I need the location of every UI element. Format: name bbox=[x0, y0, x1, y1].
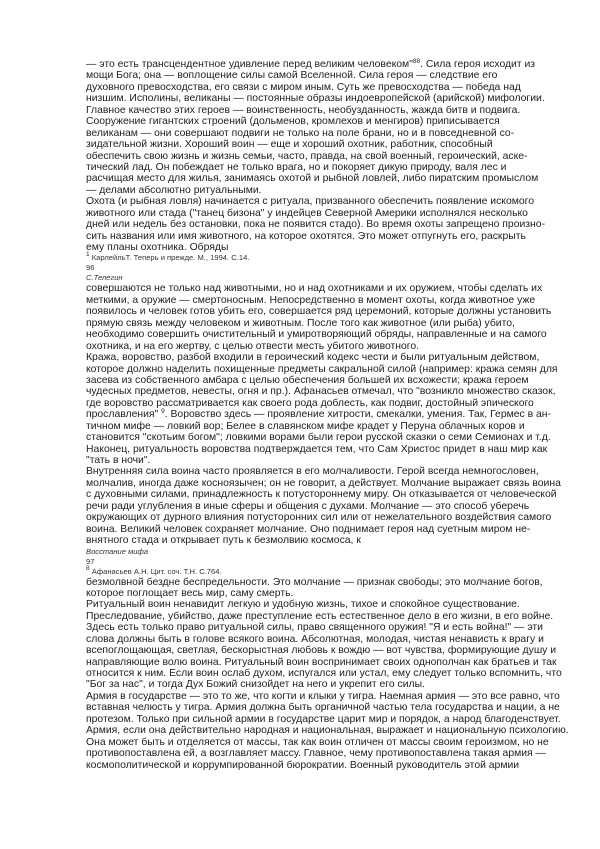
text-line: зидательной жизни. Хороший воин — еще и хороший охотник, работник, способный bbox=[86, 139, 493, 151]
footnote-marker: 9 bbox=[161, 408, 165, 416]
text-line: Ритуальный воин ненавидит легкую и удобную жизнь, тихое и спокойное существование. bbox=[86, 599, 520, 611]
text-line: необходимо совершить очистительный и умиротворяющий обряды, направленные и на самого bbox=[86, 329, 547, 341]
text-line: Главное качество этих героев — воинственность, необузданность, жажда битв и подвига. bbox=[86, 104, 521, 116]
text-line: Здесь есть только право ритуальной силы, право священного оружия! "Я и есть война!" — эти bbox=[86, 622, 543, 634]
text-line: Кража, воровство, разбой входили в героический кодекс чести и были ритуальным действом, bbox=[86, 352, 540, 364]
text-line: всепоглощающая, светлая, бескорыстная любовь к вождю — вот чувства, формирующие душу и bbox=[86, 645, 557, 657]
text-line: Армия в государстве — это то же, что когти и клыки у тигра. Наемная армия — это все равно, что bbox=[86, 690, 560, 702]
footnote-marker: 88 bbox=[412, 58, 421, 65]
page-number: 97 bbox=[86, 556, 95, 566]
text-line: тичном мифе — ловкий вор; Белее в славянском мифе крадет у Перуна облачных коров и bbox=[86, 420, 525, 432]
text-segment: прославления" bbox=[86, 409, 162, 421]
text-line: расчищая место для жилья, занимаясь охотой и рыбной ловлей, либо пиратским промыслом bbox=[86, 173, 539, 185]
text-line: животного или стада ("танец бизона" у индейцев Северной Америки исполнялся несколько bbox=[86, 207, 528, 219]
text-line: молчалив, иногда даже косноязычен; он не говорит, а действует. Молчание выражает связь воина bbox=[86, 477, 561, 489]
text-line: чудесных предметов, невесты, огня и пр.). Афанасьев отмечал, что "возникло множество сказок, bbox=[86, 386, 556, 398]
text-line: окружающих от дурного влияния потусторонних сил или от нежелательного воздействия самого bbox=[86, 512, 552, 524]
text-line: воина. Великий человек сохраняет молчание. Оно поднимает героя над суетным миром не- bbox=[86, 523, 531, 535]
running-head: С.Телегин bbox=[86, 273, 123, 283]
text-line: сить названия или имя животного, на которое охотятся. Это может отпугнуть его, раскрыть bbox=[86, 230, 526, 242]
text-segment: КарлейльТ. Теперь и прежде. М., 1994. С.14. bbox=[89, 253, 250, 263]
text-line: Охота (и рыбная ловля) начинается с ритуала, призванного обеспечить появление искомого bbox=[86, 196, 535, 208]
text-line: которое должно наделить похищенные предметы сакральной силой (например: кража семян для bbox=[86, 363, 558, 375]
text-line: Она может быть и отделяется от массы, так как воин отличен от массы своим героизмом, но не bbox=[86, 736, 549, 748]
text-line: появилось и человек готов убить его, совершается ряд церемоний, которые должны установить bbox=[86, 306, 552, 318]
text-line: слова должны быть в голове всякого воина. Абсолютная, молодая, чистая ненависть к врагу и bbox=[86, 633, 544, 645]
text-line: вставная челюсть у тигра. Армия должна быть органичной частью тела государства и нации, а не bbox=[86, 702, 560, 714]
document-page bbox=[86, 59, 586, 771]
text-line: Армия, если она действительно народная и национальная, выражает и национальную психологию. bbox=[86, 725, 569, 737]
footnote bbox=[86, 564, 586, 577]
text-line: Сооружение гигантских строений (дольменов, кромлехов и менгиров) приписывается bbox=[86, 116, 500, 128]
text-segment: . Сила героя исходит из bbox=[420, 59, 536, 70]
footnote-marker: 8 bbox=[86, 564, 90, 572]
text-line: речи ради углубления в иные сферы и общения с духами. Молчание — это способ уберечь bbox=[86, 500, 530, 512]
text-line: охотника, и на его жертву, с целью отвести месть убитого животного. bbox=[86, 340, 420, 352]
text-line: Преследование, убийство, даже преступление есть естественное дело в его жизни, в его войне. bbox=[86, 610, 554, 622]
text-line: — делами абсолютно ритуальными. bbox=[86, 184, 262, 196]
text-line: с духовными силами, принадлежность к потустороннему миру. Он отказывается от человеческой bbox=[86, 489, 557, 501]
text-line: духовного превосходства, его связи с миром иным. Суть же превосходства — победа над bbox=[86, 81, 521, 93]
text-line: Внутренняя сила воина часто проявляется в его молчаливости. Герой всегда немногословен, bbox=[86, 466, 539, 478]
page-number: 96 bbox=[86, 263, 95, 273]
running-head: Восстание мифа bbox=[86, 546, 149, 556]
text-line: великанам — они совершают подвиги не только на поле брани, но и в повседневной со- bbox=[86, 127, 515, 139]
text-line: внятного стада и открывает путь к безмолвию космоса, к bbox=[86, 535, 361, 547]
text-line: ему планы охотника. Обряды bbox=[86, 242, 229, 253]
text-line: совершаются не только над животными, но и над охотниками и их оружием, чтобы сделать их bbox=[86, 283, 543, 295]
text-line: Наконец, ритуальность воровства подтверждается тем, что Сам Христос придет в наш мир как bbox=[86, 443, 548, 455]
text-line bbox=[86, 59, 586, 70]
text-line: прямую связь между человеком и животным. После того как животное (или рыба) убито, bbox=[86, 317, 515, 329]
text-line: тический лад. Он побеждает не только врага, но и покоряет дикую природу, валя лес и bbox=[86, 161, 507, 173]
text-line: "Бог за нас", и тогда Дух Божий снизойдет на него и укрепит его силы. bbox=[86, 679, 425, 691]
text-line: где воровство рассматривается как своего рода доблесть, как подвиг, достойный эпического bbox=[86, 397, 534, 409]
text-line: становится "скотьим богом"; ловкими ворами были герои русской сказки о семи Семионах и т.д. bbox=[86, 432, 551, 444]
text-segment: Афанасьев А.Н. Цит. соч. Т.Н. С.764. bbox=[89, 566, 222, 576]
text-line: низшим. Исполины, великаны — постоянные образы индоевропейской (арийской) мифологии. bbox=[86, 93, 545, 105]
text-line: "тать в ночи". bbox=[86, 455, 151, 466]
text-line: направляющие волю воина. Ритуальный воин воспринимает своих однополчан как братьев и так bbox=[86, 656, 557, 668]
text-line: которое поглощает весь мир, саму смерть. bbox=[86, 587, 294, 599]
text-segment: . Воровство здесь — проявление хитрости, смекалки, умения. Так, Гермес в ан- bbox=[164, 409, 551, 421]
text-segment: — это есть трансцендентное удивление перед великим человеком" bbox=[86, 59, 413, 70]
text-line: засева из собственного амбара с целью обеспечения большей их всхожести; кража героем bbox=[86, 374, 529, 386]
footnote-marker: 1 bbox=[86, 251, 90, 259]
text-line: относится к ним. Если воин ослаб духом, испугался или устал, ему следует только вспомнить, что bbox=[86, 668, 562, 679]
text-line: протезом. Только при сильной армии в государстве царит мир и порядок, а народ благоденствует. bbox=[86, 713, 561, 725]
text-line: космополитической и коррумпированной бюрократии. Военный руководитель этой армии bbox=[86, 759, 520, 771]
text-line: противопоставлена ей, а возглавляет массу. Главное, чему противопоставлена такая армия — bbox=[86, 748, 546, 760]
text-line: обеспечить свою жизнь и жизнь семьи, часто, правда, на свой военный, героический, аске- bbox=[86, 150, 528, 162]
text-line: безмолвной бездне беспредельности. Это молчание — признак свободы; это молчание богов, bbox=[86, 576, 543, 588]
text-line: меткими, а оружие — смертоносным. Непосредственно в момент охоты, когда животное уже bbox=[86, 294, 536, 306]
text-line bbox=[86, 409, 586, 420]
footnote bbox=[86, 253, 586, 263]
text-line: дней или недель без остановки, пока не появится стадо). Во время охоты запрещено произно- bbox=[86, 219, 546, 231]
text-line: мощи Бога; она — воплощение силы самой Вселенной. Сила героя — следствие его bbox=[86, 70, 498, 82]
